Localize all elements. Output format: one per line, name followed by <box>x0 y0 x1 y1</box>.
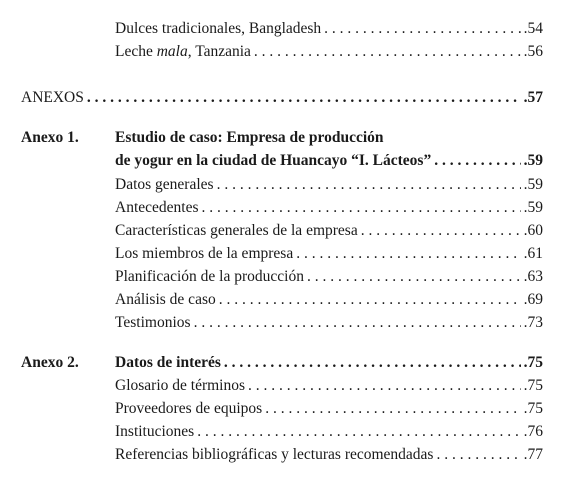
toc-entry-page: .59 <box>523 176 543 193</box>
dot-leader <box>219 289 521 311</box>
toc-entry <box>115 375 543 397</box>
toc-entry <box>115 444 543 466</box>
dot-leader <box>248 375 521 397</box>
dot-leader <box>434 150 520 172</box>
toc-entry-label: Glosario de términos <box>115 377 246 394</box>
toc-entry <box>115 174 543 196</box>
toc-entry-page: .59 <box>523 199 543 216</box>
toc-entry-label: Los miembros de la empresa <box>115 245 294 262</box>
toc-entry-label: Testimonios <box>115 314 191 331</box>
toc-entry-label: Proveedores de equipos <box>115 400 263 417</box>
toc-entry-label: Análisis de caso <box>115 291 216 308</box>
toc-entry-page: .63 <box>523 268 543 285</box>
toc-entry <box>115 18 543 40</box>
annex1-label: Anexo 1. <box>21 129 79 146</box>
toc-entry-label: Leche mala, Tanzania <box>115 43 251 60</box>
toc-entry-page: .75 <box>523 400 543 417</box>
toc-entry-label: Dulces tradicionales, Bangladesh <box>115 20 322 37</box>
section-page: .57 <box>523 89 543 106</box>
dot-leader <box>194 312 521 334</box>
dot-leader <box>202 197 521 219</box>
dot-leader <box>296 243 520 265</box>
toc-entry <box>115 289 543 311</box>
toc-entry <box>115 243 543 265</box>
dot-leader <box>217 174 521 196</box>
dot-leader <box>361 220 521 242</box>
toc-entry-page: .69 <box>523 291 543 308</box>
annex2-title-page: .75 <box>523 354 543 371</box>
toc-entry-page: .76 <box>523 423 543 440</box>
toc-entry <box>115 197 543 219</box>
toc-entry-page: .61 <box>523 245 543 262</box>
annex2-title <box>115 352 543 374</box>
toc-entry-page: .77 <box>523 446 543 463</box>
section-label: ANEXOS <box>21 89 84 106</box>
dot-leader <box>197 421 520 443</box>
toc-entry <box>115 41 543 63</box>
toc-entry-page: .75 <box>523 377 543 394</box>
dot-leader <box>265 398 520 420</box>
dot-leader <box>436 444 520 466</box>
dot-leader <box>224 352 521 374</box>
toc-entry-page: .73 <box>523 314 543 331</box>
dot-leader <box>254 41 521 63</box>
dot-leader <box>87 87 521 109</box>
toc-entry-label: Instituciones <box>115 423 195 440</box>
toc-entry-label: Planificación de la producción <box>115 268 304 285</box>
toc-entry-label: Datos generales <box>115 176 214 193</box>
annex2-title-label: Datos de interés <box>115 354 221 371</box>
toc-entry <box>115 312 543 334</box>
toc-entry-label: Antecedentes <box>115 199 199 216</box>
dot-leader <box>324 18 520 40</box>
annex1-title <box>115 150 543 172</box>
toc-entry <box>115 266 543 288</box>
dot-leader <box>307 266 521 288</box>
toc-entry-label: Referencias bibliográficas y lecturas recomendadas <box>115 446 434 463</box>
toc-entry-label: Características generales de la empresa <box>115 222 358 239</box>
annex1-title-line1: Estudio de caso: Empresa de producción <box>115 129 384 146</box>
toc-entry-page: .56 <box>523 43 543 60</box>
annex1-title-page: .59 <box>523 152 543 169</box>
toc-entry <box>115 220 543 242</box>
toc-entry <box>115 421 543 443</box>
toc-entry-page: .60 <box>523 222 543 239</box>
toc-entry-page: .54 <box>523 20 543 37</box>
annex2-label: Anexo 2. <box>21 354 79 371</box>
toc-section-anexos <box>21 87 543 109</box>
toc-entry <box>115 398 543 420</box>
annex1-title-line2: de yogur en la ciudad de Huancayo “I. Lácteos” <box>115 152 432 169</box>
